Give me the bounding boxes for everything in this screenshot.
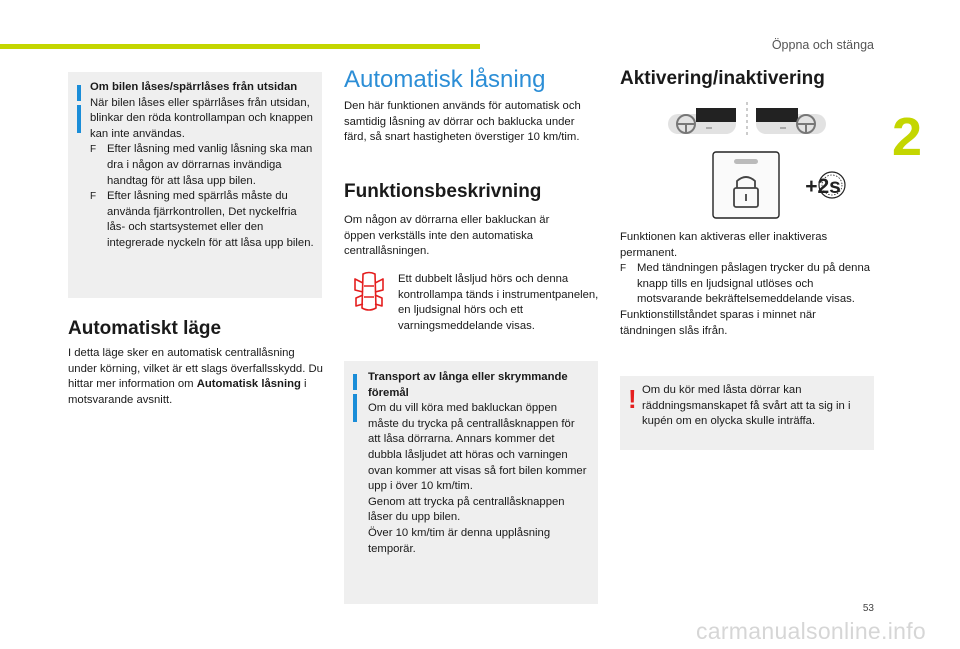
warning-box	[620, 376, 874, 450]
heading-function-description: Funktionsbeskrivning	[344, 181, 542, 202]
list-item: F Efter låsning med spärrlås måste du använda fjärrkontrollen, Det nyckelfria lås- och startsystemet eller den integrerade nyckeln för att låsa upp bilen.	[90, 190, 314, 249]
info-mark-icon	[353, 374, 357, 390]
section-title: Öppna och stänga	[771, 38, 874, 52]
hold-duration-badge: +2s	[805, 175, 841, 198]
bullet-glyph: F	[90, 144, 97, 156]
auto-lock-text: Den här funktionen används för automatisk och samtidig låsning av dörrar och baklucka under färd, så snart hastigheten överstiger 10 km/tim.	[344, 100, 581, 144]
lock-button-illustration	[668, 102, 858, 224]
activation-outro: Funktionstillståndet sparas i minnet när tändningen slås ifrån.	[620, 308, 816, 337]
auto-mode-text: I detta läge sker en automatisk centrallåsning under körning, vilket är ett slags överfallsskydd. Du hittar mer information om Automatisk låsning i motsvarande avsnitt.	[68, 347, 323, 406]
transport-title: Transport av långa eller skrymmande föremål	[368, 371, 568, 399]
info-mark-icon	[77, 85, 81, 101]
watermark: carmanualsonline.info	[695, 618, 926, 644]
page-number: 53	[862, 603, 874, 614]
chapter-number: 2	[891, 107, 922, 167]
heading-auto-mode: Automatiskt läge	[68, 318, 222, 339]
activation-intro: Funktionen kan aktiveras eller inaktiveras permanent.	[620, 231, 828, 259]
list-item: F Efter låsning med vanlig låsning ska man dra i någon av dörrarnas invändiga handtag för att låsa upp bilen.	[90, 143, 313, 187]
info-box-intro: När bilen låses eller spärrlåses från utsidan, blinkar den röda kontrollampan och knappen kan inte användas.	[90, 96, 313, 140]
info-box-locked-from-outside	[68, 72, 322, 298]
warning-text: Om du kör med låsta dörrar kan räddningsmanskapet få svårt att ta sig in i kupén om en olycka skulle inträffa.	[642, 384, 851, 428]
bullet-glyph: F	[90, 191, 97, 203]
lock-button-icon	[713, 152, 779, 218]
header-accent-bar	[0, 44, 480, 49]
heading-auto-lock: Automatisk låsning	[344, 66, 546, 93]
activation-text	[620, 230, 874, 339]
info-box-transport	[344, 361, 598, 604]
car-doors-open-icon	[352, 270, 386, 314]
heading-activation: Aktivering/inaktivering	[620, 68, 825, 89]
list-item: F Med tändningen påslagen trycker du på denna knapp tills en ljudsignal utlöses och motsvarande bekräftelsemeddelande visas.	[620, 262, 871, 306]
function-note: Ett dubbelt låsljud hörs och denna kontrollampa tänds i instrumentpanelen, en ljudsignal hörs och ett varningsmeddelande visas.	[398, 273, 599, 332]
steering-wheel-icon	[668, 108, 736, 134]
steering-wheel-icon	[756, 108, 826, 134]
bullet-glyph: F	[620, 263, 627, 275]
function-description-text: Om någon av dörrarna eller bakluckan är öppen verkställs inte den automatiska centrallåsningen.	[344, 214, 550, 258]
warning-mark-icon: !	[628, 384, 637, 414]
transport-text: Om du vill köra med bakluckan öppen måste du trycka på centrallåsknappen för att låsa dörrarna. Annars kommer det dubbla låsljudet att höras och varningen ovan kommer att visas så fort bilen kommer upp i över 10 km/tim. Genom att trycka på centrallåsknappen låser du upp bilen. Över 10 km/tim är denna upplåsning temporär.	[368, 402, 587, 555]
info-box-title: Om bilen låses/spärrlåses från utsidan	[90, 81, 298, 93]
